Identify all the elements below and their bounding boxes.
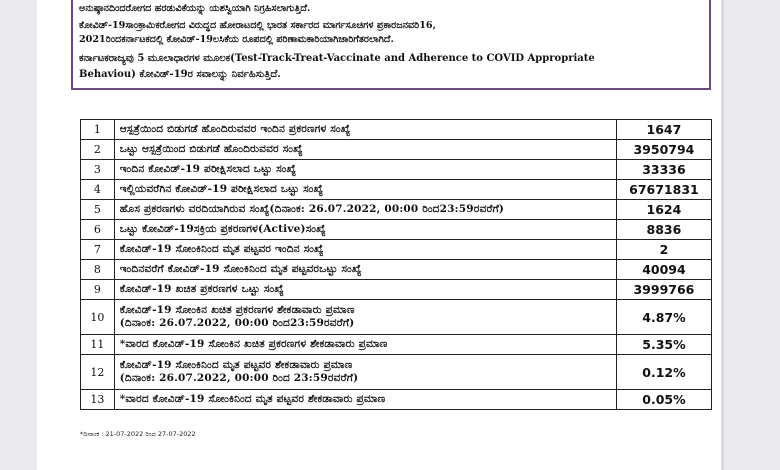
row-description-date: (ದಿನಾಂಕ: 26.07.2022, 00:00 ರಿಂದ 23:59ರವರೆಗೆ) bbox=[119, 372, 359, 384]
table-row bbox=[81, 280, 712, 300]
table-row bbox=[81, 260, 712, 280]
row-description-text: ಒಟ್ಟು ಕೋವಿಡ್-19ಸಕ್ರಿಯ ಪ್ರಕರಣಗಳ(Active)ಸಂಖ್ಯೆ bbox=[119, 223, 326, 235]
row-number: 7 bbox=[81, 240, 115, 260]
row-number: 1 bbox=[81, 120, 115, 140]
notice-line-2b: 2021ರಿಂದಕರ್ನಾಟಕದಲ್ಲಿ ಕೋವಿಡ್-19ಲಸಿಕೆಯ ರೂಪದಲ್ಲಿ ಪರಿಣಾಮಕಾರಿಯಾಗಿಜಾರಿಗೆತರಲಾಗಿದೆ. bbox=[79, 34, 394, 45]
row-description bbox=[114, 200, 616, 220]
row-description-text: ಹೊಸ ಪ್ರಕರಣಗಳು ವರದಿಯಾಗಿರುವ ಸಂಖ್ಯೆ(ದಿನಾಂಕ: 26.07.2022, 00:00 ರಿಂದ23:59ರವರೆಗೆ) bbox=[119, 203, 505, 215]
row-value: 8836 bbox=[616, 220, 711, 240]
row-number: 10 bbox=[81, 300, 115, 335]
table-row bbox=[81, 220, 712, 240]
table-row bbox=[81, 120, 712, 140]
row-value: 33336 bbox=[616, 160, 711, 180]
notice-line-3a: ಕರ್ನಾಟಕರಾಜ್ಯವು 5 ಮೂಲಾಧಾರಗಳ ಮೂಲಕ(Test-Track-Treat-Vaccinate and Adherence to COVID Appropriate bbox=[79, 53, 595, 64]
table-row bbox=[81, 180, 712, 200]
row-description bbox=[114, 260, 616, 280]
table-row bbox=[81, 300, 712, 335]
row-description-text: *ವಾರದ ಕೋವಿಡ್-19 ಸೋಂಕಿನ ಖಚಿತ ಪ್ರಕರಣಗಳ ಶೇಕಡಾವಾರು ಪ್ರಮಾಣ bbox=[119, 338, 388, 350]
row-number: 4 bbox=[81, 180, 115, 200]
row-number: 6 bbox=[81, 220, 115, 240]
row-description-text: ಕೋವಿಡ್-19 ಖಚಿತ ಪ್ರಕರಣಗಳ ಒಟ್ಟು ಸಂಖ್ಯೆ bbox=[119, 283, 284, 295]
row-value: 3999766 bbox=[616, 280, 711, 300]
row-number: 3 bbox=[81, 160, 115, 180]
row-description-text: ಕೋವಿಡ್-19 ಸೋಂಕಿನ ಖಚಿತ ಪ್ರಕರಣಗಳ ಶೇಕಡಾವಾರು ಪ್ರಮಾಣ bbox=[119, 304, 355, 316]
page-edge bbox=[721, 0, 724, 470]
row-number: 13 bbox=[81, 390, 115, 410]
row-description-text: ಆಸ್ಪತ್ರೆಯಿಂದ ಬಿಡುಗಡೆ ಹೊಂದಿರುವವರ ಇಂದಿನ ಪ್ರಕರಣಗಳ ಸಂಖ್ಯೆ bbox=[119, 123, 351, 135]
row-number: 9 bbox=[81, 280, 115, 300]
row-number: 8 bbox=[81, 260, 115, 280]
row-description bbox=[114, 160, 616, 180]
row-value: 0.05% bbox=[616, 390, 711, 410]
row-value: 1647 bbox=[616, 120, 711, 140]
document-content bbox=[37, 0, 721, 470]
covid-stats-table bbox=[80, 119, 712, 410]
table-row bbox=[81, 390, 712, 410]
table-row bbox=[81, 160, 712, 180]
row-description bbox=[114, 300, 616, 335]
row-description-text: ಇಂದಿನವರೆಗೆ ಕೋವಿಡ್-19 ಸೋಂಕಿನಿಂದ ಮೃತ ಪಟ್ಟವರಒಟ್ಟು ಸಂಖ್ಯೆ bbox=[119, 263, 362, 275]
table-row bbox=[81, 140, 712, 160]
row-number: 11 bbox=[81, 335, 115, 355]
table-row bbox=[81, 335, 712, 355]
row-description-date: (ದಿನಾಂಕ: 26.07.2022, 00:00 ರಿಂದ23:59ರವರೆಗೆ) bbox=[119, 317, 355, 329]
row-value: 5.35% bbox=[616, 335, 711, 355]
row-value: 1624 bbox=[616, 200, 711, 220]
footnote: *ದಿನಾಂಕ : 21-07-2022 ರಿಂದ 27-07-2022 bbox=[80, 430, 196, 438]
row-value: 40094 bbox=[616, 260, 711, 280]
row-description bbox=[114, 180, 616, 200]
row-value: 67671831 bbox=[616, 180, 711, 200]
row-description bbox=[114, 240, 616, 260]
row-number: 12 bbox=[81, 355, 115, 390]
row-description bbox=[114, 220, 616, 240]
row-description bbox=[114, 335, 616, 355]
notice-line-2a: ಕೋವಿಡ್-19ಸಾಂಕ್ರಾಮಿಕರೋಗದ ವಿರುದ್ಧದ ಹೋರಾಟದಲ್ಲಿ ಭಾರತ ಸರ್ಕಾರದ ಮಾರ್ಗಸೂಚಿಗಳ ಪ್ರಕಾರಜನವರಿ16, bbox=[79, 20, 436, 31]
row-description bbox=[114, 120, 616, 140]
row-number: 2 bbox=[81, 140, 115, 160]
table-row bbox=[81, 200, 712, 220]
row-value: 3950794 bbox=[616, 140, 711, 160]
table-row bbox=[81, 355, 712, 390]
row-description bbox=[114, 355, 616, 390]
notice-box bbox=[71, 0, 711, 90]
notice-line-3b: Behaviou) ಕೋವಿಡ್-19ರ ಸವಾಲನ್ನು ನಿರ್ವಹಿಸುತ್ತಿದೆ. bbox=[79, 69, 281, 80]
row-value: 0.12% bbox=[616, 355, 711, 390]
row-description bbox=[114, 140, 616, 160]
row-description-text: ಕೋವಿಡ್-19 ಸೋಂಕಿನಿಂದ ಮೃತ ಪಟ್ಟವರ ಶೇಕಡಾವಾರು ಪ್ರಮಾಣ bbox=[119, 359, 353, 371]
row-description bbox=[114, 390, 616, 410]
row-number: 5 bbox=[81, 200, 115, 220]
row-value: 4.87% bbox=[616, 300, 711, 335]
row-description-text: ಇಲ್ಲಿಯವರೆಗಿನ ಕೋವಿಡ್-19 ಪರೀಕ್ಷಿಸಲಾದ ಒಟ್ಟು ಸಂಖ್ಯೆ bbox=[119, 183, 324, 195]
row-description bbox=[114, 280, 616, 300]
row-description-text: ಕೋವಿಡ್-19 ಸೋಂಕಿನಿಂದ ಮೃತ ಪಟ್ಟವರ ಇಂದಿನ ಸಂಖ್ಯೆ bbox=[119, 243, 324, 255]
row-description-text: ಒಟ್ಟು ಆಸ್ಪತ್ರೆಯಿಂದ ಬಿಡುಗಡೆ ಹೊಂದಿರುವವರ ಸಂಖ್ಯೆ bbox=[119, 143, 303, 155]
row-description-text: ಇಂದಿನ ಕೋವಿಡ್-19 ಪರೀಕ್ಷಿಸಲಾದ ಒಟ್ಟು ಸಂಖ್ಯೆ bbox=[119, 163, 297, 175]
notice-line-1: ಅನುಷ್ಠಾನದಿಂದರೋಗದ ಹರಡುವಿಕೆಯನ್ನು ಯಶಸ್ವಿಯಾಗಿ ನಿಗ್ರಹಿಸಲಾಗುತ್ತಿದೆ. bbox=[79, 3, 311, 14]
table-row bbox=[81, 240, 712, 260]
row-description-text: *ವಾರದ ಕೋವಿಡ್-19 ಸೋಂಕಿನಿಂದ ಮೃತ ಪಟ್ಟವರ ಶೇಕಡಾವಾರು ಪ್ರಮಾಣ bbox=[119, 393, 386, 405]
row-value: 2 bbox=[616, 240, 711, 260]
